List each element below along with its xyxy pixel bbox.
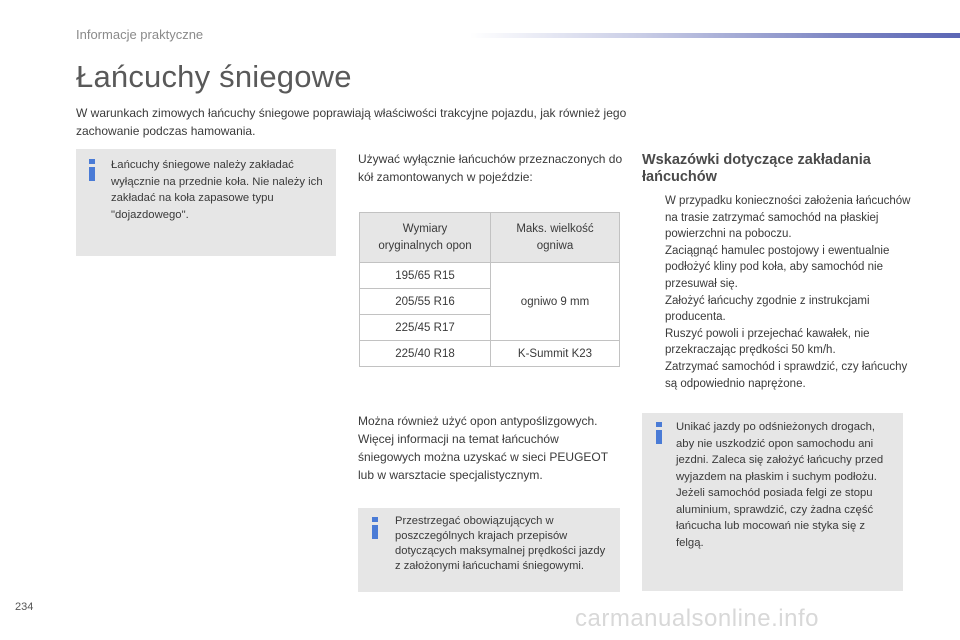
table-cell-tire-size: 225/45 R17	[360, 315, 491, 341]
usage-text: Używać wyłącznie łańcuchów przeznaczonych do kół zamontowanych w pojeździe:	[358, 152, 623, 184]
list-item: Założyć łańcuchy zgodnie z instrukcjami producenta.	[665, 294, 870, 324]
aluminium-wheels-info-text: Unikać jazdy po odśnieżonych drogach, aby nie uszkodzić opon samochodu ani jezdni. Zaleca się założyć łańcuchy przed wyjazdem na płaskim i suchym podłożu. Jeżeli samochód posiada felgi ze stopu aluminium, sprawdzić, czy żadna część łańcucha lub mocowań nie styka się z felgą.	[676, 421, 884, 549]
page-title: Łańcuchy śniegowe	[76, 59, 352, 94]
page-number: 234	[15, 601, 34, 613]
table-cell-tire-size: 205/55 R16	[360, 289, 491, 315]
table-cell-chain-model: K-Summit K23	[491, 341, 620, 367]
info-icon	[371, 517, 379, 539]
header-gradient-bar	[470, 33, 960, 38]
table-cell-tire-size: 225/40 R18	[360, 341, 491, 367]
table-cell-tire-size: 195/65 R15	[360, 263, 491, 289]
watermark: carmanualsonline.info	[575, 605, 819, 632]
table-cell-link-size: ogniwo 9 mm	[491, 263, 620, 341]
speed-regulations-info-box	[358, 508, 620, 592]
speed-regulations-info-text: Przestrzegać obowiązujących w poszczególnych krajach przepisów dotyczących maksymalnej prędkości jazdy z założonymi łańcuchami śniegowymi.	[395, 515, 606, 572]
table-header-dimensions: Wymiary oryginalnych opon	[360, 213, 491, 263]
section-title: Informacje praktyczne	[76, 27, 204, 42]
intro-paragraph: W warunkach zimowych łańcuchy śniegowe poprawiają właściwości trakcyjne pojazdu, jak również jego zachowanie podczas hamowania.	[76, 106, 627, 138]
table-header-link-size: Maks. wielkość ogniwa	[491, 213, 620, 263]
info-icon	[655, 422, 663, 444]
front-wheels-info-box	[76, 149, 336, 256]
aluminium-wheels-info-box	[642, 413, 903, 591]
list-item: W przypadku konieczności założenia łańcuchów na trasie zatrzymać samochód na płaskiej powierzchni na poboczu.	[665, 195, 911, 241]
info-icon	[88, 159, 96, 181]
front-wheels-info-text: Łańcuchy śniegowe należy zakładać wyłącznie na przednie koła. Nie należy ich zakładać na koła zapasowe typu "dojazdowego".	[111, 159, 323, 221]
tire-chain-table	[359, 212, 620, 367]
chain-steps-list	[642, 193, 912, 392]
more-info-text: Można również użyć opon antypoślizgowych. Więcej informacji na temat łańcuchów śniegowych można uzyskać w sieci PEUGEOT lub w warsztacie specjalistycznym.	[358, 414, 608, 482]
chain-tips-heading: Wskazówki dotyczące zakładania łańcuchów	[642, 152, 871, 185]
list-item: Zaciągnąć hamulec postojowy i ewentualnie podłożyć kliny pod koła, aby samochód nie przesuwał się.	[665, 244, 890, 290]
list-item: Ruszyć powoli i przejechać kawałek, nie przekraczając prędkości 50 km/h.	[665, 327, 870, 357]
list-item: Zatrzymać samochód i sprawdzić, czy łańcuchy są odpowiednio naprężone.	[665, 360, 908, 390]
